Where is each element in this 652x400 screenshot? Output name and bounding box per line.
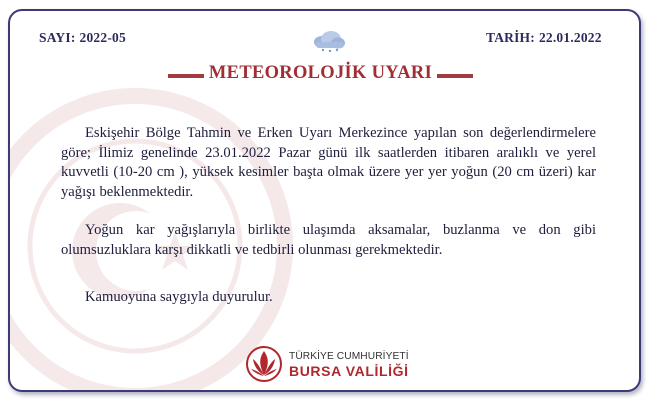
document-date [486, 30, 602, 46]
document-number-label: SAYI: [39, 30, 76, 45]
paragraph-1-text: Eskişehir Bölge Tahmin ve Erken Uyarı Merkezince yapılan son değerlendirmelere göre; İlimiz genelinde 23.01.2022 Pazar günü ilk saatlerden itibaren aralıklı ve yerel kuvvetli (10-20 cm ), yüksek kesimler başta olmak üzere yer yer yoğun (20 cm üzeri) kar yağışı beklenmektedir. [61, 125, 596, 200]
organization-name [289, 351, 409, 379]
snow-cloud-icon [312, 30, 346, 52]
paragraph-3-text: Kamuoyuna saygıyla duyurulur. [85, 289, 273, 305]
body-paragraph [61, 221, 596, 260]
document-date-value: 22.01.2022 [538, 30, 602, 45]
body-paragraph [61, 124, 596, 202]
paragraph-2-text: Yoğun kar yağışlarıyla birlikte ulaşımda aksamalar, buzlanma ve don gibi olumsuzluklara karşı dikkatli ve tedbirli olunması gerekmektedir. [61, 222, 596, 258]
title-banner [168, 60, 473, 90]
body-paragraph [61, 288, 596, 308]
document-number-value: 2022-05 [79, 30, 126, 45]
page-title: METEOROLOJİK UYARI [208, 63, 433, 83]
title-rule-left [168, 74, 204, 78]
organization-line-1: TÜRKİYE CUMHURİYETİ [289, 351, 409, 362]
title-rule-right [437, 74, 473, 78]
document-date-label: TARİH: [486, 30, 535, 45]
organization-line-2: BURSA VALİLİĞİ [289, 363, 409, 379]
governorship-emblem-icon [244, 345, 284, 383]
document-number [39, 30, 126, 46]
